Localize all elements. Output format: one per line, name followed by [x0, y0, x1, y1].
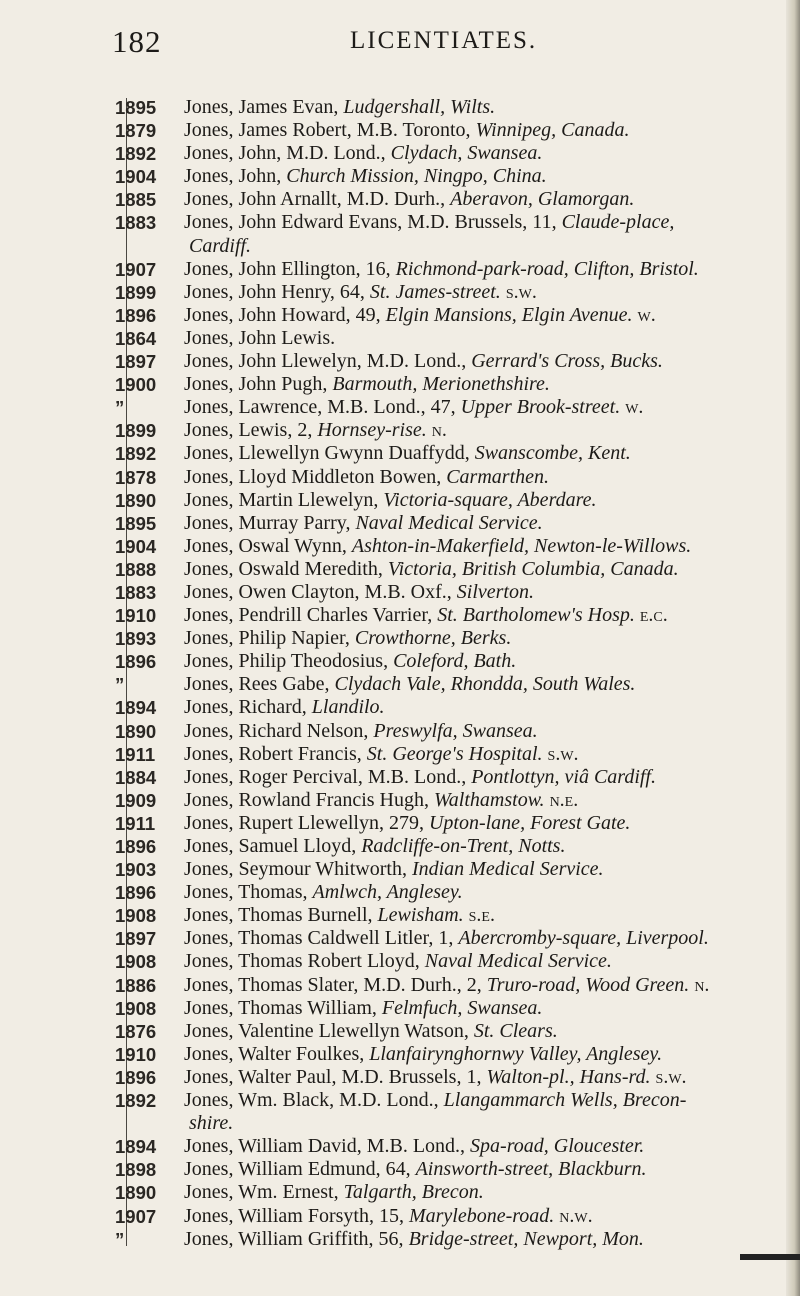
- list-item: [115, 1228, 785, 1251]
- list-item: [115, 96, 785, 119]
- entry-year: 1883: [115, 212, 157, 234]
- list-item: [115, 281, 785, 304]
- entry-postal-district: n.e.: [544, 788, 579, 811]
- entry-year: 1886: [115, 974, 157, 996]
- entry-address: Ashton-in-Makerfield, Newton-le-Willows.: [351, 534, 692, 557]
- entry-year: 1904: [115, 166, 157, 188]
- list-item: [115, 258, 785, 281]
- entry-name: Jones, Lawrence, M.B. Lond., 47,: [184, 396, 461, 419]
- entry-name: Jones, John Llewelyn, M.D. Lond.,: [184, 350, 472, 373]
- entry-text: [169, 142, 785, 165]
- entry-address: Llanfairynghornwy Valley, Anglesey.: [369, 1042, 663, 1065]
- list-item: [115, 327, 785, 350]
- entry-year: ”: [115, 397, 125, 419]
- list-item: [115, 743, 785, 766]
- entry-name: Jones, Thomas William,: [184, 996, 382, 1019]
- list-item: [115, 927, 785, 950]
- entry-address: Gerrard's Cross, Bucks.: [471, 350, 663, 373]
- entry-text: [169, 96, 785, 119]
- entry-address: Upper Brook-street.: [460, 396, 621, 419]
- entry-continuation: Cardiff.: [189, 234, 252, 257]
- entry-year: 1907: [115, 258, 157, 280]
- entry-year: 1892: [115, 143, 157, 165]
- entry-year: 1878: [115, 466, 157, 488]
- entry-text: [169, 673, 785, 696]
- entry-address: Ainsworth-street, Blackburn.: [415, 1158, 647, 1181]
- entry-address: Amlwch, Anglesey.: [312, 881, 463, 904]
- entry-address: Elgin Mansions, Elgin Avenue.: [385, 303, 633, 326]
- entry-name: Jones, John Lewis.: [184, 326, 336, 349]
- list-item: [115, 696, 785, 719]
- entry-text: [169, 1020, 785, 1043]
- entry-name: Jones, John Pugh,: [184, 373, 333, 396]
- list-item: [115, 650, 785, 673]
- entry-text: [169, 581, 785, 604]
- entry-address: Talgarth, Brecon.: [343, 1181, 484, 1204]
- entry-address: St. George's Hospital.: [366, 742, 543, 765]
- entry-year: 1864: [115, 327, 157, 349]
- entry-text: [169, 211, 785, 234]
- entry-text: [169, 419, 785, 442]
- entry-address: Naval Medical Service.: [424, 950, 612, 973]
- entry-year: 1903: [115, 859, 157, 881]
- entry-address: Richmond-park-road, Clifton, Bristol.: [395, 257, 699, 280]
- list-item: [115, 1158, 785, 1181]
- entry-name: Jones, John Arnallt, M.D. Durh.,: [184, 188, 451, 211]
- entry-text: [169, 858, 785, 881]
- entry-year: ”: [115, 1228, 125, 1250]
- entry-year: 1908: [115, 951, 157, 973]
- entry-address: Swanscombe, Kent.: [474, 442, 631, 465]
- entry-postal-district: w.: [620, 396, 644, 419]
- entry-name: Jones, John Howard, 49,: [184, 303, 386, 326]
- entry-year: 1879: [115, 120, 157, 142]
- entry-address: Crowthorne, Berks.: [354, 627, 512, 650]
- entry-address: Barmouth, Merionethshire.: [332, 373, 550, 396]
- list-item: [115, 974, 785, 997]
- entry-name: Jones, William Forsyth, 15,: [184, 1204, 409, 1227]
- entry-address: Walthamstow.: [433, 788, 545, 811]
- entry-name: Jones, Rees Gabe,: [184, 673, 335, 696]
- entry-text: [169, 442, 785, 465]
- list-item: [115, 881, 785, 904]
- entry-year: 1909: [115, 789, 157, 811]
- entry-postal-district: s.w.: [650, 1065, 687, 1088]
- entry-name: Jones, Wm. Ernest,: [184, 1181, 344, 1204]
- list-item: [115, 188, 785, 211]
- entry-address: Felmfuch, Swansea.: [381, 996, 543, 1019]
- list-item: [115, 997, 785, 1020]
- entry-text: [169, 1089, 785, 1112]
- entry-address: Coleford, Bath.: [393, 650, 517, 673]
- entry-name: Jones, John,: [184, 165, 287, 188]
- entry-year: 1894: [115, 697, 157, 719]
- entry-year: 1911: [115, 743, 156, 765]
- entry-address: Clydach Vale, Rhondda, South Wales.: [334, 673, 636, 696]
- entry-postal-district: w.: [632, 303, 656, 326]
- entry-continuation: shire.: [189, 1112, 234, 1135]
- entry-year: 1884: [115, 766, 157, 788]
- entry-name: Jones, Roger Percival, M.B. Lond.,: [184, 765, 472, 788]
- list-item: [115, 396, 785, 419]
- entry-address: Llangammarch Wells, Brecon-: [443, 1089, 687, 1112]
- entry-text: [169, 466, 785, 489]
- entry-text: [169, 396, 785, 419]
- entry-name: Jones, William Edmund, 64,: [184, 1158, 416, 1181]
- entry-postal-district: n.: [689, 973, 710, 996]
- list-item-continuation: [115, 1112, 785, 1135]
- entry-address: St. Bartholomew's Hosp.: [437, 604, 635, 627]
- entry-address: Abercromby-square, Liverpool.: [458, 927, 709, 950]
- list-item: [115, 466, 785, 489]
- entry-name: Jones, Wm. Black, M.D. Lond.,: [184, 1089, 444, 1112]
- entry-year: 1883: [115, 581, 157, 603]
- entry-text: [169, 743, 785, 766]
- entry-address: Upton-lane, Forest Gate.: [428, 811, 631, 834]
- running-head: LICENTIATES.: [350, 27, 538, 54]
- entry-year: 1896: [115, 304, 157, 326]
- page-edge-mark: [740, 1254, 800, 1260]
- entry-postal-district: s.w.: [500, 280, 537, 303]
- entry-year: 1892: [115, 1090, 157, 1112]
- entry-address: St. Clears.: [473, 1019, 558, 1042]
- entry-text: [169, 258, 785, 281]
- entry-name: Jones, Thomas Slater, M.D. Durh., 2,: [184, 973, 487, 996]
- entry-text: [169, 904, 785, 927]
- entry-text: [169, 535, 785, 558]
- list-item: [115, 1181, 785, 1204]
- entry-postal-district: n.w.: [554, 1204, 593, 1227]
- entry-name: Jones, John Henry, 64,: [184, 280, 370, 303]
- list-item: [115, 904, 785, 927]
- entry-postal-district: s.w.: [542, 742, 579, 765]
- list-item: [115, 142, 785, 165]
- entry-year: 1876: [115, 1020, 157, 1042]
- entry-year: 1896: [115, 651, 157, 673]
- entry-name: Jones, Rupert Llewellyn, 279,: [184, 811, 429, 834]
- entry-year: 1900: [115, 374, 157, 396]
- entry-year: 1910: [115, 605, 157, 627]
- list-item: [115, 1066, 785, 1089]
- list-item: [115, 858, 785, 881]
- entry-year: 1895: [115, 97, 157, 118]
- list-item: [115, 950, 785, 973]
- list-item: [115, 1089, 785, 1112]
- entry-name: Jones, Thomas Caldwell Litler, 1,: [184, 927, 459, 950]
- entry-name: Jones, Valentine Llewellyn Watson,: [184, 1019, 474, 1042]
- entry-text: [169, 720, 785, 743]
- entry-name: Jones, William David, M.B. Lond.,: [184, 1135, 471, 1158]
- page-edge: [786, 0, 800, 1296]
- entry-text: [169, 812, 785, 835]
- list-item: [115, 442, 785, 465]
- entry-year: 1890: [115, 720, 157, 742]
- entry-address: Indian Medical Service.: [411, 858, 604, 881]
- entry-year: 1896: [115, 836, 157, 857]
- entry-year: 1896: [115, 882, 157, 904]
- entry-address: Bridge-street, Newport, Mon.: [408, 1227, 644, 1250]
- entry-text: [169, 1181, 785, 1204]
- entry-year: 1896: [115, 1066, 157, 1088]
- entry-name: Jones, William Griffith, 56,: [184, 1227, 409, 1250]
- entry-year: 1910: [115, 1043, 157, 1065]
- entry-year: 1888: [115, 558, 157, 580]
- entry-text: [169, 604, 785, 627]
- entry-name: Jones, Robert Francis,: [184, 742, 367, 765]
- entry-name: Jones, Rowland Francis Hugh,: [184, 788, 434, 811]
- entry-text: [169, 188, 785, 211]
- entry-postal-district: n.: [426, 419, 447, 442]
- entry-text: [169, 1043, 785, 1066]
- entry-name: Jones, Thomas Robert Lloyd,: [184, 950, 425, 973]
- entry-text: [169, 997, 785, 1020]
- entry-year: 1897: [115, 351, 157, 373]
- list-item-continuation: [115, 235, 785, 258]
- list-item: [115, 627, 785, 650]
- licentiates-list: [115, 96, 785, 1251]
- list-item: [115, 812, 785, 835]
- entry-address: Aberavon, Glamorgan.: [450, 188, 635, 211]
- list-item: [115, 835, 785, 858]
- list-item: [115, 673, 785, 696]
- entry-year: 1897: [115, 928, 157, 950]
- entry-address: Clydach, Swansea.: [390, 142, 543, 165]
- list-item: [115, 119, 785, 142]
- entry-name: Jones, Philip Napier,: [184, 627, 355, 650]
- entry-text: [169, 835, 785, 858]
- entry-text: [169, 327, 785, 350]
- list-item: [115, 789, 785, 812]
- list-item: [115, 1135, 785, 1158]
- entry-address: Claude-place,: [561, 211, 675, 234]
- entry-text: [169, 165, 785, 188]
- entry-year: 1890: [115, 1182, 157, 1204]
- entry-text: [169, 974, 785, 997]
- entry-address: Victoria, British Columbia, Canada.: [387, 557, 679, 580]
- entry-name: Jones, Richard Nelson,: [184, 719, 374, 742]
- entry-text: [169, 350, 785, 373]
- entry-name: Jones, Oswal Wynn,: [184, 534, 352, 557]
- entry-address: Carmarthen.: [446, 465, 550, 488]
- page-number: 182: [112, 24, 162, 59]
- list-item: [115, 604, 785, 627]
- entry-text: [169, 373, 785, 396]
- entry-name: Jones, Philip Theodosius,: [184, 650, 394, 673]
- entry-text: [169, 650, 785, 673]
- entry-text: [169, 119, 785, 142]
- entry-text: [169, 512, 785, 535]
- entry-year: 1899: [115, 420, 157, 442]
- list-item: [115, 304, 785, 327]
- entry-address: Llandilo.: [311, 696, 385, 719]
- entry-address: Truro-road, Wood Green.: [486, 973, 690, 996]
- entry-text: [169, 1228, 785, 1251]
- entry-address: Hornsey-rise.: [317, 419, 427, 442]
- entry-year: 1908: [115, 997, 157, 1019]
- entry-address: Victoria-square, Aberdare.: [383, 488, 597, 511]
- entry-name: Jones, John Ellington, 16,: [184, 257, 396, 280]
- entry-text: [169, 1066, 785, 1089]
- entry-name: Jones, Walter Paul, M.D. Brussels, 1,: [184, 1065, 487, 1088]
- entry-address: Naval Medical Service.: [355, 511, 543, 534]
- entry-name: Jones, Samuel Lloyd,: [184, 835, 362, 857]
- entry-address: Marylebone-road.: [408, 1204, 555, 1227]
- entry-year: 1895: [115, 512, 157, 534]
- entry-address: Pontlottyn, viâ Cardiff.: [471, 765, 656, 788]
- entry-address: St. James-street.: [369, 280, 501, 303]
- list-item: [115, 1043, 785, 1066]
- entry-address: Ludgershall, Wilts.: [343, 96, 496, 118]
- entry-text: [169, 558, 785, 581]
- entry-name: Jones, Llewellyn Gwynn Duaffydd,: [184, 442, 475, 465]
- list-item: [115, 419, 785, 442]
- entry-text: [169, 927, 785, 950]
- entry-address: Lewisham.: [377, 904, 464, 927]
- list-item: [115, 350, 785, 373]
- list-item: [115, 489, 785, 512]
- entry-name: Jones, Thomas Burnell,: [184, 904, 378, 927]
- entry-name: Jones, Seymour Whitworth,: [184, 858, 412, 881]
- list-item: [115, 373, 785, 396]
- entry-text: [169, 281, 785, 304]
- list-item: [115, 1205, 785, 1228]
- entry-address: Spa-road, Gloucester.: [470, 1135, 645, 1158]
- list-item: [115, 581, 785, 604]
- entry-address: Winnipeg, Canada.: [475, 119, 630, 142]
- entry-year: 1907: [115, 1205, 157, 1227]
- list-item: [115, 211, 785, 234]
- entry-text: [169, 627, 785, 650]
- entry-address: Silverton.: [456, 580, 534, 603]
- entry-name: Jones, Walter Foulkes,: [184, 1042, 370, 1065]
- list-item: [115, 535, 785, 558]
- entry-name: Jones, John Edward Evans, M.D. Brussels, 11,: [184, 211, 562, 234]
- entry-name: Jones, Richard,: [184, 696, 312, 719]
- entry-year: 1885: [115, 189, 157, 211]
- entry-year-spacer: [115, 1112, 169, 1135]
- entry-year: 1890: [115, 489, 157, 511]
- entry-text: [169, 489, 785, 512]
- entry-address: Radcliffe-on-Trent, Notts.: [361, 835, 566, 857]
- entry-text: [169, 881, 785, 904]
- entry-year: 1899: [115, 281, 157, 303]
- entry-postal-district: s.e.: [463, 904, 495, 927]
- entry-year: 1898: [115, 1159, 157, 1181]
- entry-text: [169, 766, 785, 789]
- entry-name: Jones, James Robert, M.B. Toronto,: [184, 119, 476, 142]
- list-item: [115, 512, 785, 535]
- entry-name: Jones, Martin Llewelyn,: [184, 488, 384, 511]
- entry-name: Jones, Thomas,: [184, 881, 313, 904]
- entry-year: 1894: [115, 1136, 157, 1158]
- entry-name: Jones, Oswald Meredith,: [184, 557, 388, 580]
- entry-name: Jones, Murray Parry,: [184, 511, 356, 534]
- entry-name: Jones, Pendrill Charles Varrier,: [184, 604, 438, 627]
- list-item: [115, 165, 785, 188]
- entry-year: 1911: [115, 812, 156, 834]
- entry-year: 1892: [115, 443, 157, 465]
- entry-text: [169, 1135, 785, 1158]
- entry-year: 1908: [115, 905, 157, 927]
- list-item: [115, 1020, 785, 1043]
- entry-year: 1893: [115, 628, 157, 650]
- entry-name: Jones, John, M.D. Lond.,: [184, 142, 391, 165]
- entry-address: Walton-pl., Hans-rd.: [486, 1065, 651, 1088]
- list-item: [115, 558, 785, 581]
- entry-year-spacer: [115, 235, 169, 258]
- list-item: [115, 766, 785, 789]
- entry-name: Jones, Owen Clayton, M.B. Oxf.,: [184, 580, 457, 603]
- entry-text: [169, 789, 785, 812]
- entry-name: Jones, James Evan,: [184, 96, 344, 118]
- entry-name: Jones, Lloyd Middleton Bowen,: [184, 465, 447, 488]
- entry-text: [169, 950, 785, 973]
- entry-address: Church Mission, Ningpo, China.: [286, 165, 547, 188]
- entry-text: [169, 304, 785, 327]
- entry-postal-district: e.c.: [634, 604, 668, 627]
- entry-text: [169, 1158, 785, 1181]
- list-item: [115, 720, 785, 743]
- entry-name: Jones, Lewis, 2,: [184, 419, 318, 442]
- entry-text: [169, 1205, 785, 1228]
- entry-text: [169, 696, 785, 719]
- entry-address: Preswylfa, Swansea.: [373, 719, 538, 742]
- entry-year: ”: [115, 674, 125, 696]
- entry-year: 1904: [115, 535, 157, 557]
